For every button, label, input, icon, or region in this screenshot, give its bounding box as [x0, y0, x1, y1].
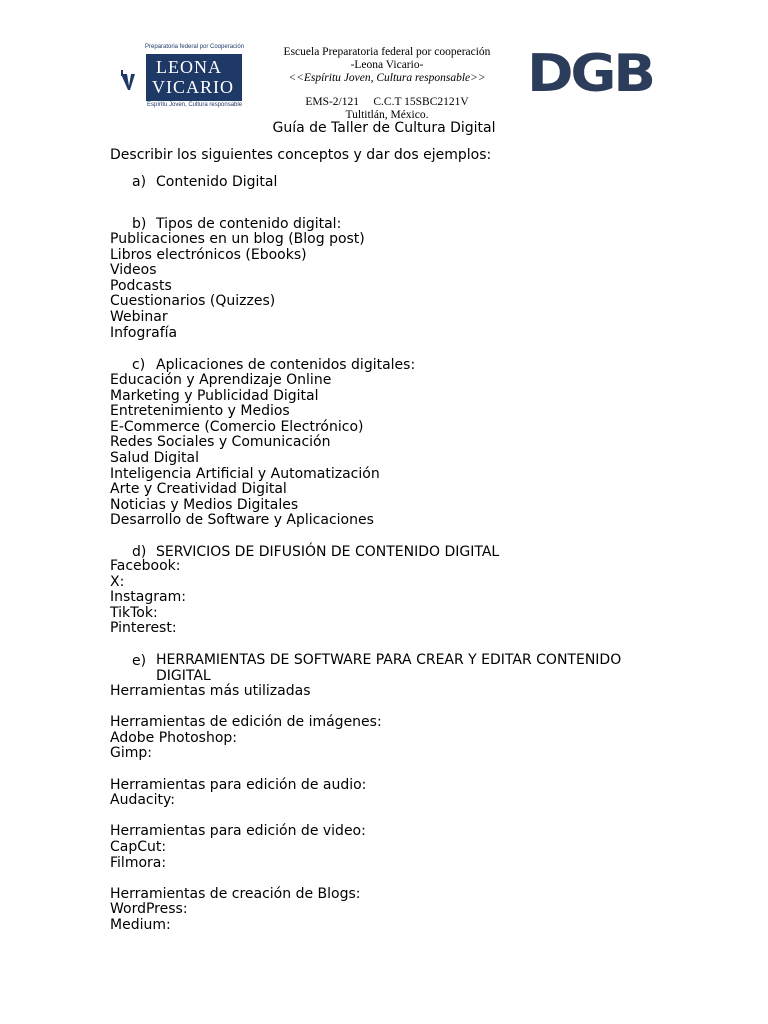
list-item: Educación y Aprendizaje Online [110, 372, 332, 388]
tool-group-title: Herramientas para edición de video: [110, 823, 366, 840]
list-item: Desarrollo de Software y Aplicaciones [110, 512, 374, 529]
spacer [110, 871, 382, 887]
spacer [110, 809, 382, 825]
list-item: Publicaciones en un blog (Blog post) [110, 231, 365, 247]
section-d-list [110, 559, 186, 637]
list-item: E-Commerce (Comercio Electrónico) [110, 418, 364, 435]
lv-emblem-icon [115, 56, 143, 100]
school-subname: -Leona Vicario- [350, 59, 424, 71]
list-item: Webinar [110, 308, 168, 325]
list-item: WordPress: [110, 901, 188, 918]
logo-name-line1: LEONA [156, 57, 222, 77]
logo-tagline: Espíritu Joven, Cultura responsable [147, 102, 243, 108]
list-item: Libros electrónicos (Ebooks) [110, 246, 307, 263]
list-item: Audacity: [110, 792, 175, 809]
logo-name-box [146, 54, 242, 101]
list-item: TikTok: [110, 604, 158, 621]
school-codes: EMS-2/121 C.C.T 15SBC2121V [305, 96, 469, 108]
page-title: Guía de Taller de Cultura Digital [272, 120, 496, 136]
list-item: Marketing y Publicidad Digital [110, 387, 319, 404]
list-item: Adobe Photoshop: [110, 729, 238, 746]
section-b-label: b) [132, 216, 147, 232]
section-b-heading: Tipos de contenido digital: [156, 216, 342, 232]
intro-text: Describir los siguientes conceptos y dar dos ejemplos: [110, 147, 492, 163]
list-item: Salud Digital [110, 449, 199, 466]
section-d-heading: SERVICIOS DE DIFUSIÓN DE CONTENIDO DIGITAL [156, 544, 500, 560]
section-c-list [110, 373, 380, 529]
school-name: Escuela Preparatoria federal por cooperación [283, 46, 491, 58]
section-e-list [110, 684, 382, 934]
list-item: Pinterest: [110, 620, 177, 637]
tool-group-title: Herramientas para edición de audio: [110, 776, 367, 793]
tool-group-title: Herramientas de creación de Blogs: [110, 885, 361, 902]
section-a-heading: Contenido Digital [156, 174, 278, 190]
list-item: Facebook: [110, 558, 181, 574]
school-motto: <<Espíritu Joven, Cultura responsable>> [288, 72, 486, 84]
list-item: Arte y Creatividad Digital [110, 481, 287, 498]
section-e-heading: HERRAMIENTAS DE SOFTWARE PARA CREAR Y EDITAR CONTENIDO DIGITAL [156, 652, 622, 684]
list-item: Medium: [110, 916, 171, 933]
list-item: Entretenimiento y Medios [110, 403, 290, 420]
spacer [110, 700, 382, 716]
list-item: Redes Sociales y Comunicación [110, 434, 331, 451]
list-item: X: [110, 573, 125, 590]
list-item: Instagram: [110, 589, 186, 606]
list-item: Podcasts [110, 277, 172, 294]
school-info [262, 46, 512, 122]
spacer [110, 762, 382, 778]
section-c-heading: Aplicaciones de contenidos digitales: [156, 357, 416, 373]
list-item: Noticias y Medios Digitales [110, 496, 299, 513]
section-a-label: a) [132, 174, 147, 190]
logo-name-line2: VICARIO [152, 77, 234, 97]
section-c-label: c) [132, 357, 146, 373]
tools-intro: Herramientas más utilizadas [110, 683, 311, 699]
tool-group-title: Herramientas de edición de imágenes: [110, 714, 382, 731]
list-item: Filmora: [110, 854, 167, 871]
leona-vicario-logo [113, 44, 245, 112]
section-d-label: d) [132, 544, 147, 560]
list-item: CapCut: [110, 838, 167, 855]
school-location: Tultitlán, México. [345, 109, 429, 121]
list-item: Gimp: [110, 745, 152, 762]
list-item: Inteligencia Artificial y Automatización [110, 465, 380, 482]
logo-top-text: Preparatoria federal por Cooperación [145, 44, 245, 50]
section-b-list [110, 232, 365, 341]
list-item: Infografía [110, 324, 178, 341]
dgb-logo: DGB [527, 44, 653, 104]
list-item: Videos [110, 262, 157, 279]
section-e-label: e) [132, 653, 147, 669]
list-item: Cuestionarios (Quizzes) [110, 293, 276, 310]
